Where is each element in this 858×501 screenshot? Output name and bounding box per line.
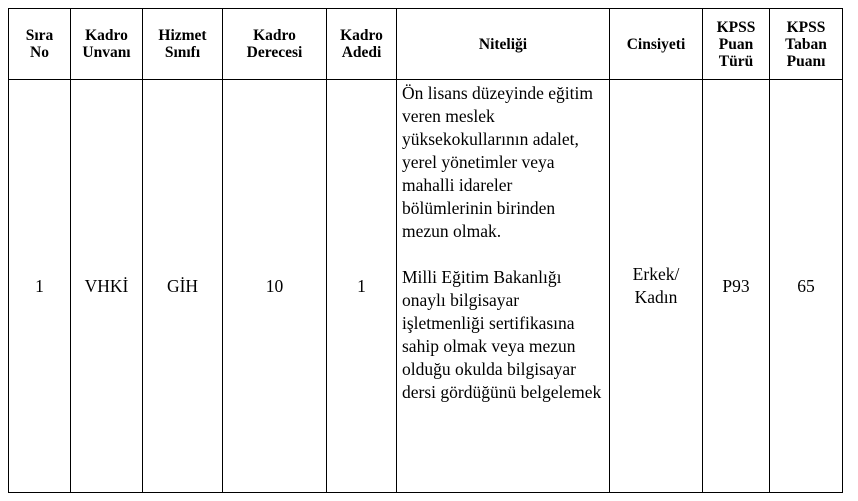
header-row: [9, 9, 843, 80]
cell-kadro-adedi: 1: [327, 80, 397, 493]
header-sira-no: Sıra No: [9, 9, 71, 80]
cell-cinsiyeti: Erkek/ Kadın: [610, 80, 703, 493]
header-niteligi: Niteliği: [397, 9, 610, 80]
header-kpss-taban-puani: KPSS Taban Puanı: [770, 9, 843, 80]
kadro-table: [8, 8, 843, 493]
header-kadro-derecesi: Kadro Derecesi: [223, 9, 327, 80]
cell-sira-no: 1: [9, 80, 71, 493]
table-row: [9, 80, 843, 493]
cell-niteligi: [397, 80, 610, 493]
cell-kpss-puan-turu: P93: [703, 80, 770, 493]
cell-hizmet-sinifi: GİH: [143, 80, 223, 493]
niteligi-paragraph: Milli Eğitim Bakanlığı onaylı bilgisayar işletmenliği sertifikasına sahip olmak veya mezun olduğu okulda bilgisayar dersi gördüğünü belgelemek: [402, 267, 602, 402]
header-kadro-adedi: Kadro Adedi: [327, 9, 397, 80]
header-kadro-unvani: Kadro Unvanı: [71, 9, 143, 80]
cell-kpss-taban-puani: 65: [770, 80, 843, 493]
header-hizmet-sinifi: Hizmet Sınıfı: [143, 9, 223, 80]
header-kpss-puan-turu: KPSS Puan Türü: [703, 9, 770, 80]
cell-kadro-unvani: VHKİ: [71, 80, 143, 493]
header-cinsiyeti: Cinsiyeti: [610, 9, 703, 80]
cell-kadro-derecesi: 10: [223, 80, 327, 493]
niteligi-paragraph: Ön lisans düzeyinde eğitim veren meslek yüksekokullarının adalet, yerel yönetimler veya mahalli idareler bölümlerinin birinden mezun olmak.: [402, 83, 594, 241]
